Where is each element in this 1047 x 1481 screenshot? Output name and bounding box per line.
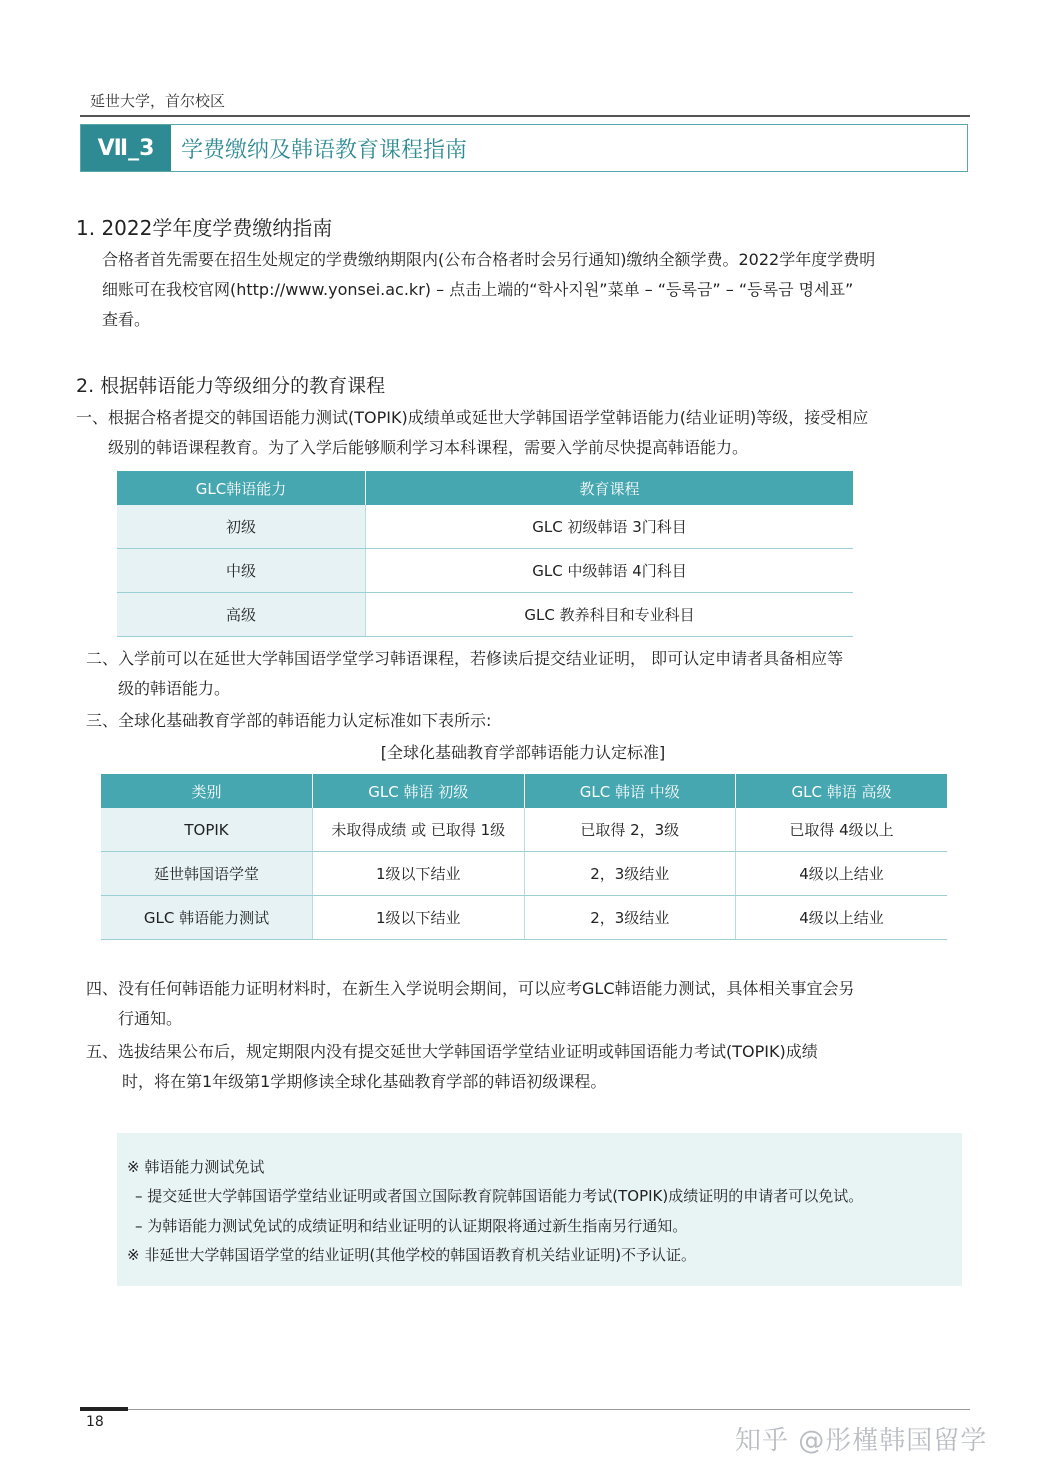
- note-title: ※ 韩语能力测试免试: [127, 1158, 265, 1176]
- category-cell: 延世韩国语学堂: [101, 852, 313, 896]
- footer-divider: [80, 1409, 970, 1410]
- course-cell: GLC 初级韩语 3门科目: [366, 505, 854, 549]
- item2: [86, 644, 843, 704]
- table-cell: 1级以下结业: [313, 896, 525, 940]
- level-cell: 高级: [117, 593, 366, 637]
- level-course-table: [117, 471, 853, 637]
- section1-paragraph: [102, 245, 982, 335]
- note-line: ※ 非延世大学韩国语学堂的结业证明(其他学校的韩国语教育机关结业证明)不予认证。: [127, 1246, 697, 1264]
- table-cell: 未取得成绩 或 已取得 1级: [313, 808, 525, 852]
- table-header-cell: GLC 韩语 高级: [736, 774, 948, 808]
- section1-heading: 1. 2022学年度学费缴纳指南: [76, 216, 333, 240]
- table-row: [117, 505, 853, 549]
- exemption-note-box: [117, 1133, 962, 1286]
- item1-line: 一、根据合格者提交的韩国语能力测试(TOPIK)成绩单或延世大学韩国语学堂韩语能力(结业证明)等级，接受相应: [76, 408, 869, 427]
- table-header-cell: GLC 韩语 初级: [313, 774, 525, 808]
- table-row: [117, 593, 853, 637]
- table-row: [117, 549, 853, 593]
- table-header-cell: 教育课程: [366, 471, 854, 505]
- table-cell: 4级以上结业: [736, 852, 948, 896]
- item5-line: 五、选拔结果公布后，规定期限内没有提交延世大学韩国语学堂结业证明或韩国语能力考试(TOPIK)成绩: [86, 1042, 818, 1061]
- page-number: 18: [86, 1414, 104, 1430]
- item5-line: 时，将在第1年级第1学期修读全球化基础教育学部的韩语初级课程。: [122, 1072, 607, 1091]
- item1: [76, 403, 868, 463]
- table-cell: 1级以下结业: [313, 852, 525, 896]
- section-banner: [80, 124, 968, 172]
- table-row: [101, 896, 947, 940]
- school-header: 延世大学，首尔校区: [90, 92, 226, 110]
- item3: 三、全球化基础教育学部的韩语能力认定标准如下表所示:: [86, 711, 492, 730]
- table-cell: 已取得 2，3级: [524, 808, 736, 852]
- table-header-cell: GLC韩语能力: [117, 471, 366, 505]
- section2-heading: 2. 根据韩语能力等级细分的教育课程: [76, 375, 386, 397]
- item4-line: 行通知。: [118, 1009, 183, 1028]
- course-cell: GLC 中级韩语 4门科目: [366, 549, 854, 593]
- watermark: 知乎 @彤槿韩国留学: [735, 1426, 988, 1456]
- category-cell: TOPIK: [101, 808, 313, 852]
- chapter-title: 学费缴纳及韩语教育课程指南: [181, 137, 468, 163]
- item4-line: 四、没有任何韩语能力证明材料时，在新生入学说明会期间，可以应考GLC韩语能力测试，具体相关事宜会另: [86, 979, 855, 998]
- note-line: – 提交延世大学韩国语学堂结业证明或者国立国际教育院韩国语能力考试(TOPIK)成绩证明的申请者可以免试。: [135, 1187, 864, 1205]
- table2-caption: [全球化基础教育学部韩语能力认定标准]: [380, 743, 666, 762]
- table-header-row: [101, 774, 947, 808]
- item2-line: 级的韩语能力。: [118, 679, 231, 698]
- section1-line: 查看。: [102, 310, 151, 329]
- course-cell: GLC 教养科目和专业科目: [366, 593, 854, 637]
- item2-line: 二、入学前可以在延世大学韩国语学堂学习韩语课程，若修读后提交结业证明， 即可认定申请者具备相应等: [86, 649, 844, 668]
- table-header-cell: 类别: [101, 774, 313, 808]
- table-row: [101, 808, 947, 852]
- level-cell: 初级: [117, 505, 366, 549]
- note-line: – 为韩语能力测试免试的成绩证明和结业证明的认证期限将通过新生指南另行通知。: [135, 1217, 688, 1235]
- section1-line: 合格者首先需要在招生处规定的学费缴纳期限内(公布合格者时会另行通知)缴纳全额学费。2022学年度学费明: [102, 250, 876, 269]
- item1-line: 级别的韩语课程教育。为了入学后能够顺利学习本科课程，需要入学前尽快提高韩语能力。: [108, 438, 749, 457]
- item5: [86, 1037, 818, 1097]
- table-row: [101, 852, 947, 896]
- item4: [86, 974, 855, 1034]
- recognition-standard-table: [101, 774, 947, 940]
- table-cell: 已取得 4级以上: [736, 808, 948, 852]
- table-cell: 2，3级结业: [524, 896, 736, 940]
- chapter-tag: Ⅶ_3: [81, 125, 171, 171]
- table-header-cell: GLC 韩语 中级: [524, 774, 736, 808]
- table-cell: 4级以上结业: [736, 896, 948, 940]
- table-header-row: [117, 471, 853, 505]
- category-cell: GLC 韩语能力测试: [101, 896, 313, 940]
- footer-accent-bar: [80, 1407, 128, 1411]
- header-divider: [80, 115, 970, 117]
- section1-line: 细账可在我校官网(http://www.yonsei.ac.kr) – 点击上端的“학사지원”菜单 – “등록금” – “등록금 명세표”: [102, 280, 854, 299]
- table-cell: 2，3级结业: [524, 852, 736, 896]
- level-cell: 中级: [117, 549, 366, 593]
